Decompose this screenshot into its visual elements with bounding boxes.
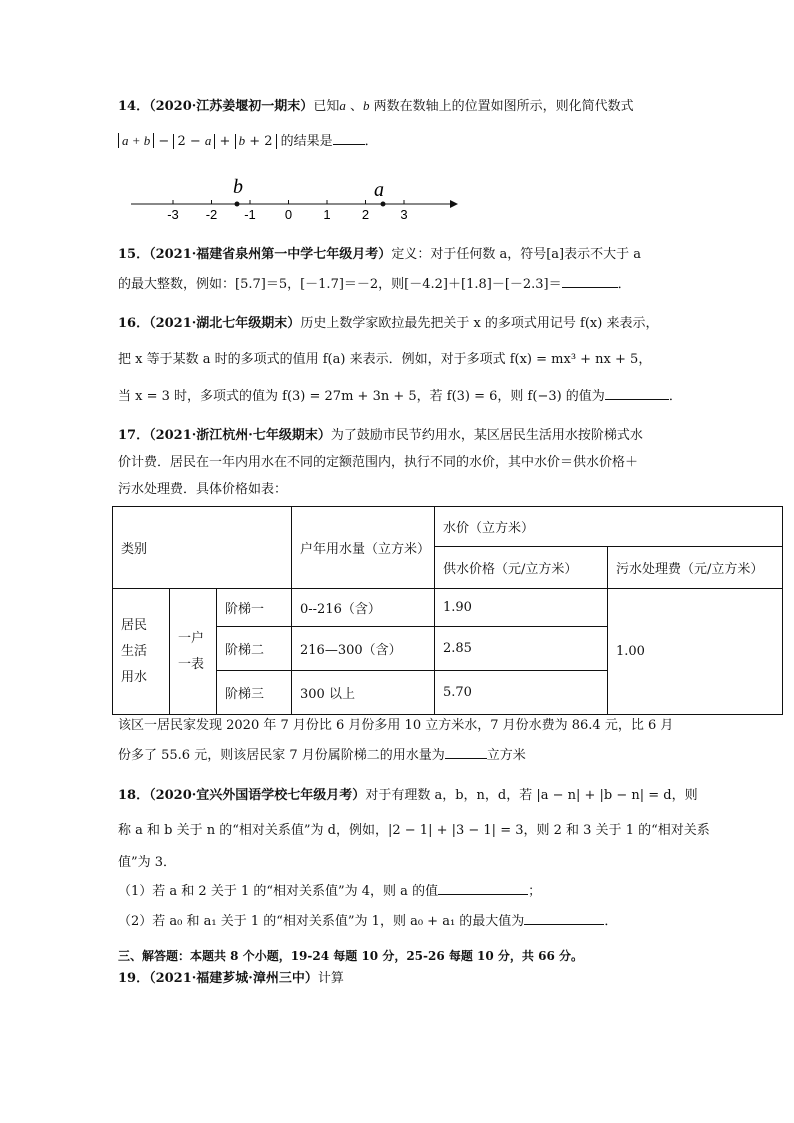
q17-line2 [118,453,638,473]
q18-sub2-text: （2）若 a₀ 和 a₁ 关于 1 的“相对关系值”为 1，则 a₀ + a₁ 的最大值为 [118,914,525,929]
q18-number: 18． [118,788,150,803]
q17-line1 [118,426,643,446]
q17-price-table [112,506,783,715]
q17-after1 [118,716,673,736]
q17-after1-text: 该区一居民家发现 2020 年 7 月份比 6 月份多用 10 立方米水，7 月份水费为 86.4 元，比 6 月 [118,718,674,733]
q18-sub1-blank[interactable] [438,880,528,895]
q14-expr-tail: 的结果是 [280,134,333,149]
cat1-text: 居民生活用水 [121,617,148,685]
tier-3: 阶梯三 [217,671,292,715]
q16-answer-blank[interactable] [605,385,669,400]
tick-label: -2 [205,207,218,222]
q15-line1 [118,245,641,265]
q17-text2: 价计费．居民在一年内用水在不同的定额范围内，执行不同的水价，其中水价＝供水价格＋ [118,455,639,470]
q16-line2 [118,350,651,370]
q17-after2-end: 立方米 [486,748,526,763]
price-2: 2.85 [435,627,608,671]
q18-text3: 值”为 3． [118,855,177,870]
sewage-value: 1.00 [608,589,783,715]
q17-source: （2021·浙江杭州·七年级期末） [149,428,331,443]
price-3: 5.70 [435,671,608,715]
q19-number: 19． [118,971,150,986]
q15-line2 [118,273,631,295]
point-a-label: a [374,179,384,201]
cell-category-1 [113,589,170,715]
q14-line1 [118,96,634,117]
axis-arrow [450,200,458,208]
th-price: 水价（立方米） [435,507,783,547]
q14-var-a: a [339,98,346,113]
tier-2: 阶梯二 [217,627,292,671]
range-2: 216—300（含） [292,627,435,671]
q18-sub1 [118,880,541,902]
section-three-heading [118,946,583,966]
point-a-dot [381,202,386,207]
q14-text2: 两数在数轴上的位置如图所示，则化简代数式 [369,99,634,114]
q16-text3: 当 x = 3 时，多项式的值为 f(3) = 27m + 3n + 5，若 f(3) = 6，则 f(−3) 的值为 [118,389,605,404]
tick-label: 0 [284,207,293,222]
q18-line3 [118,853,176,873]
q17-answer-blank[interactable] [445,744,487,759]
section3-text: 三、解答题：本题共 8 个小题，19-24 每题 10 分，25-26 每题 10 分，共 66 分。 [118,949,583,963]
q17-after2-text: 份多了 55.6 元，则该居民家 7 月份属阶梯二的用水量为 [118,748,445,763]
q17-text1: 为了鼓励市民节约用水，某区居民生活用水按阶梯式水 [330,428,643,443]
point-b-label: b [233,176,243,198]
q16-text1: 历史上数学家欧拉最先把关于 x 的多项式用记号 f(x) 来表示， [300,316,659,331]
q16-number: 16． [118,316,150,331]
q14-answer-blank[interactable] [333,130,365,145]
q18-sub2 [118,910,617,932]
tick-label: 2 [361,207,370,222]
q14-expression: a + b − 2 − a + b + 2 [118,134,281,149]
q18-line1 [118,786,698,806]
q18-text1: 对于有理数 a，b，n，d，若 |a − n| + |b − n| = d，则 [365,788,698,803]
q18-text2: 称 a 和 b 关于 n 的“相对关系值”为 d，例如，|2 − 1| + |3 − 1| = 3，则 2 和 3 关于 1 的“相对关系 [118,823,710,838]
q14-sep: 、 [345,99,363,114]
q16-source: （2021·湖北七年级期末） [149,316,301,331]
range-1: 0--216（含） [292,589,435,627]
axis-ticks [167,200,407,222]
q16-line3 [118,385,682,407]
q17-text3: 污水处理费．具体价格如表： [118,482,288,497]
q16-text2: 把 x 等于某数 a 时的多项式的值用 f(a) 来表示．例如，对于多项式 f(x) = mx³ + nx + 5， [118,352,652,367]
q18-source: （2020·宜兴外国语学校七年级月考） [149,788,366,803]
th-sewage: 污水处理费（元/立方米） [608,547,783,589]
q16-line1 [118,314,658,334]
q14-end: ． [364,134,378,149]
q14-number-line [0,172,794,232]
cat2-text: 一户一表 [178,630,205,672]
q17-line3 [118,480,287,500]
point-b-dot [235,202,240,207]
tick-label: 3 [400,207,408,222]
q17-after2 [118,744,526,766]
q15-end: ． [617,277,631,292]
q14-var-b: b [362,98,370,113]
tier-1: 阶梯一 [217,589,292,627]
tick-label: -3 [167,207,179,222]
q19-source: （2021·福建芗城·漳州三中） [149,971,318,986]
q14-text1: 已知 [313,99,340,114]
q14-line2 [118,130,378,152]
q18-sub2-end: ． [604,914,618,929]
q16-end: ． [668,389,682,404]
th-supply: 供水价格（元/立方米） [435,547,608,589]
q19-line [118,969,344,989]
tick-label: 1 [323,207,331,222]
q15-answer-blank[interactable] [562,273,618,288]
q18-sub2-blank[interactable] [524,910,604,925]
q17-number: 17． [118,428,150,443]
th-category: 类别 [113,507,292,589]
q14-number: 14． [118,99,150,114]
range-3: 300 以上 [292,671,435,715]
q15-text2: 的最大整数，例如：[5.7]＝5，[－1.7]＝－2，则[－4.2]＋[1.8]－[－2.3]＝ [118,277,562,292]
q18-sub1-end: ； [528,884,542,899]
tick-label: -1 [244,207,256,222]
price-1: 1.90 [435,589,608,627]
q19-text: 计算 [317,971,344,986]
th-usage: 户年用水量（立方米） [292,507,435,589]
q15-number: 15． [118,247,150,262]
q14-source: （2020·江苏姜堰初一期末） [149,99,314,114]
q15-source: （2021·福建省泉州第一中学七年级月考） [149,247,392,262]
q18-line2 [118,821,710,841]
q15-text1: 定义：对于任何数 a，符号[a]表示不大于 a [391,247,641,262]
cell-category-2 [170,589,217,715]
q18-sub1-text: （1）若 a 和 2 关于 1 的“相对关系值”为 4，则 a 的值 [118,884,439,899]
